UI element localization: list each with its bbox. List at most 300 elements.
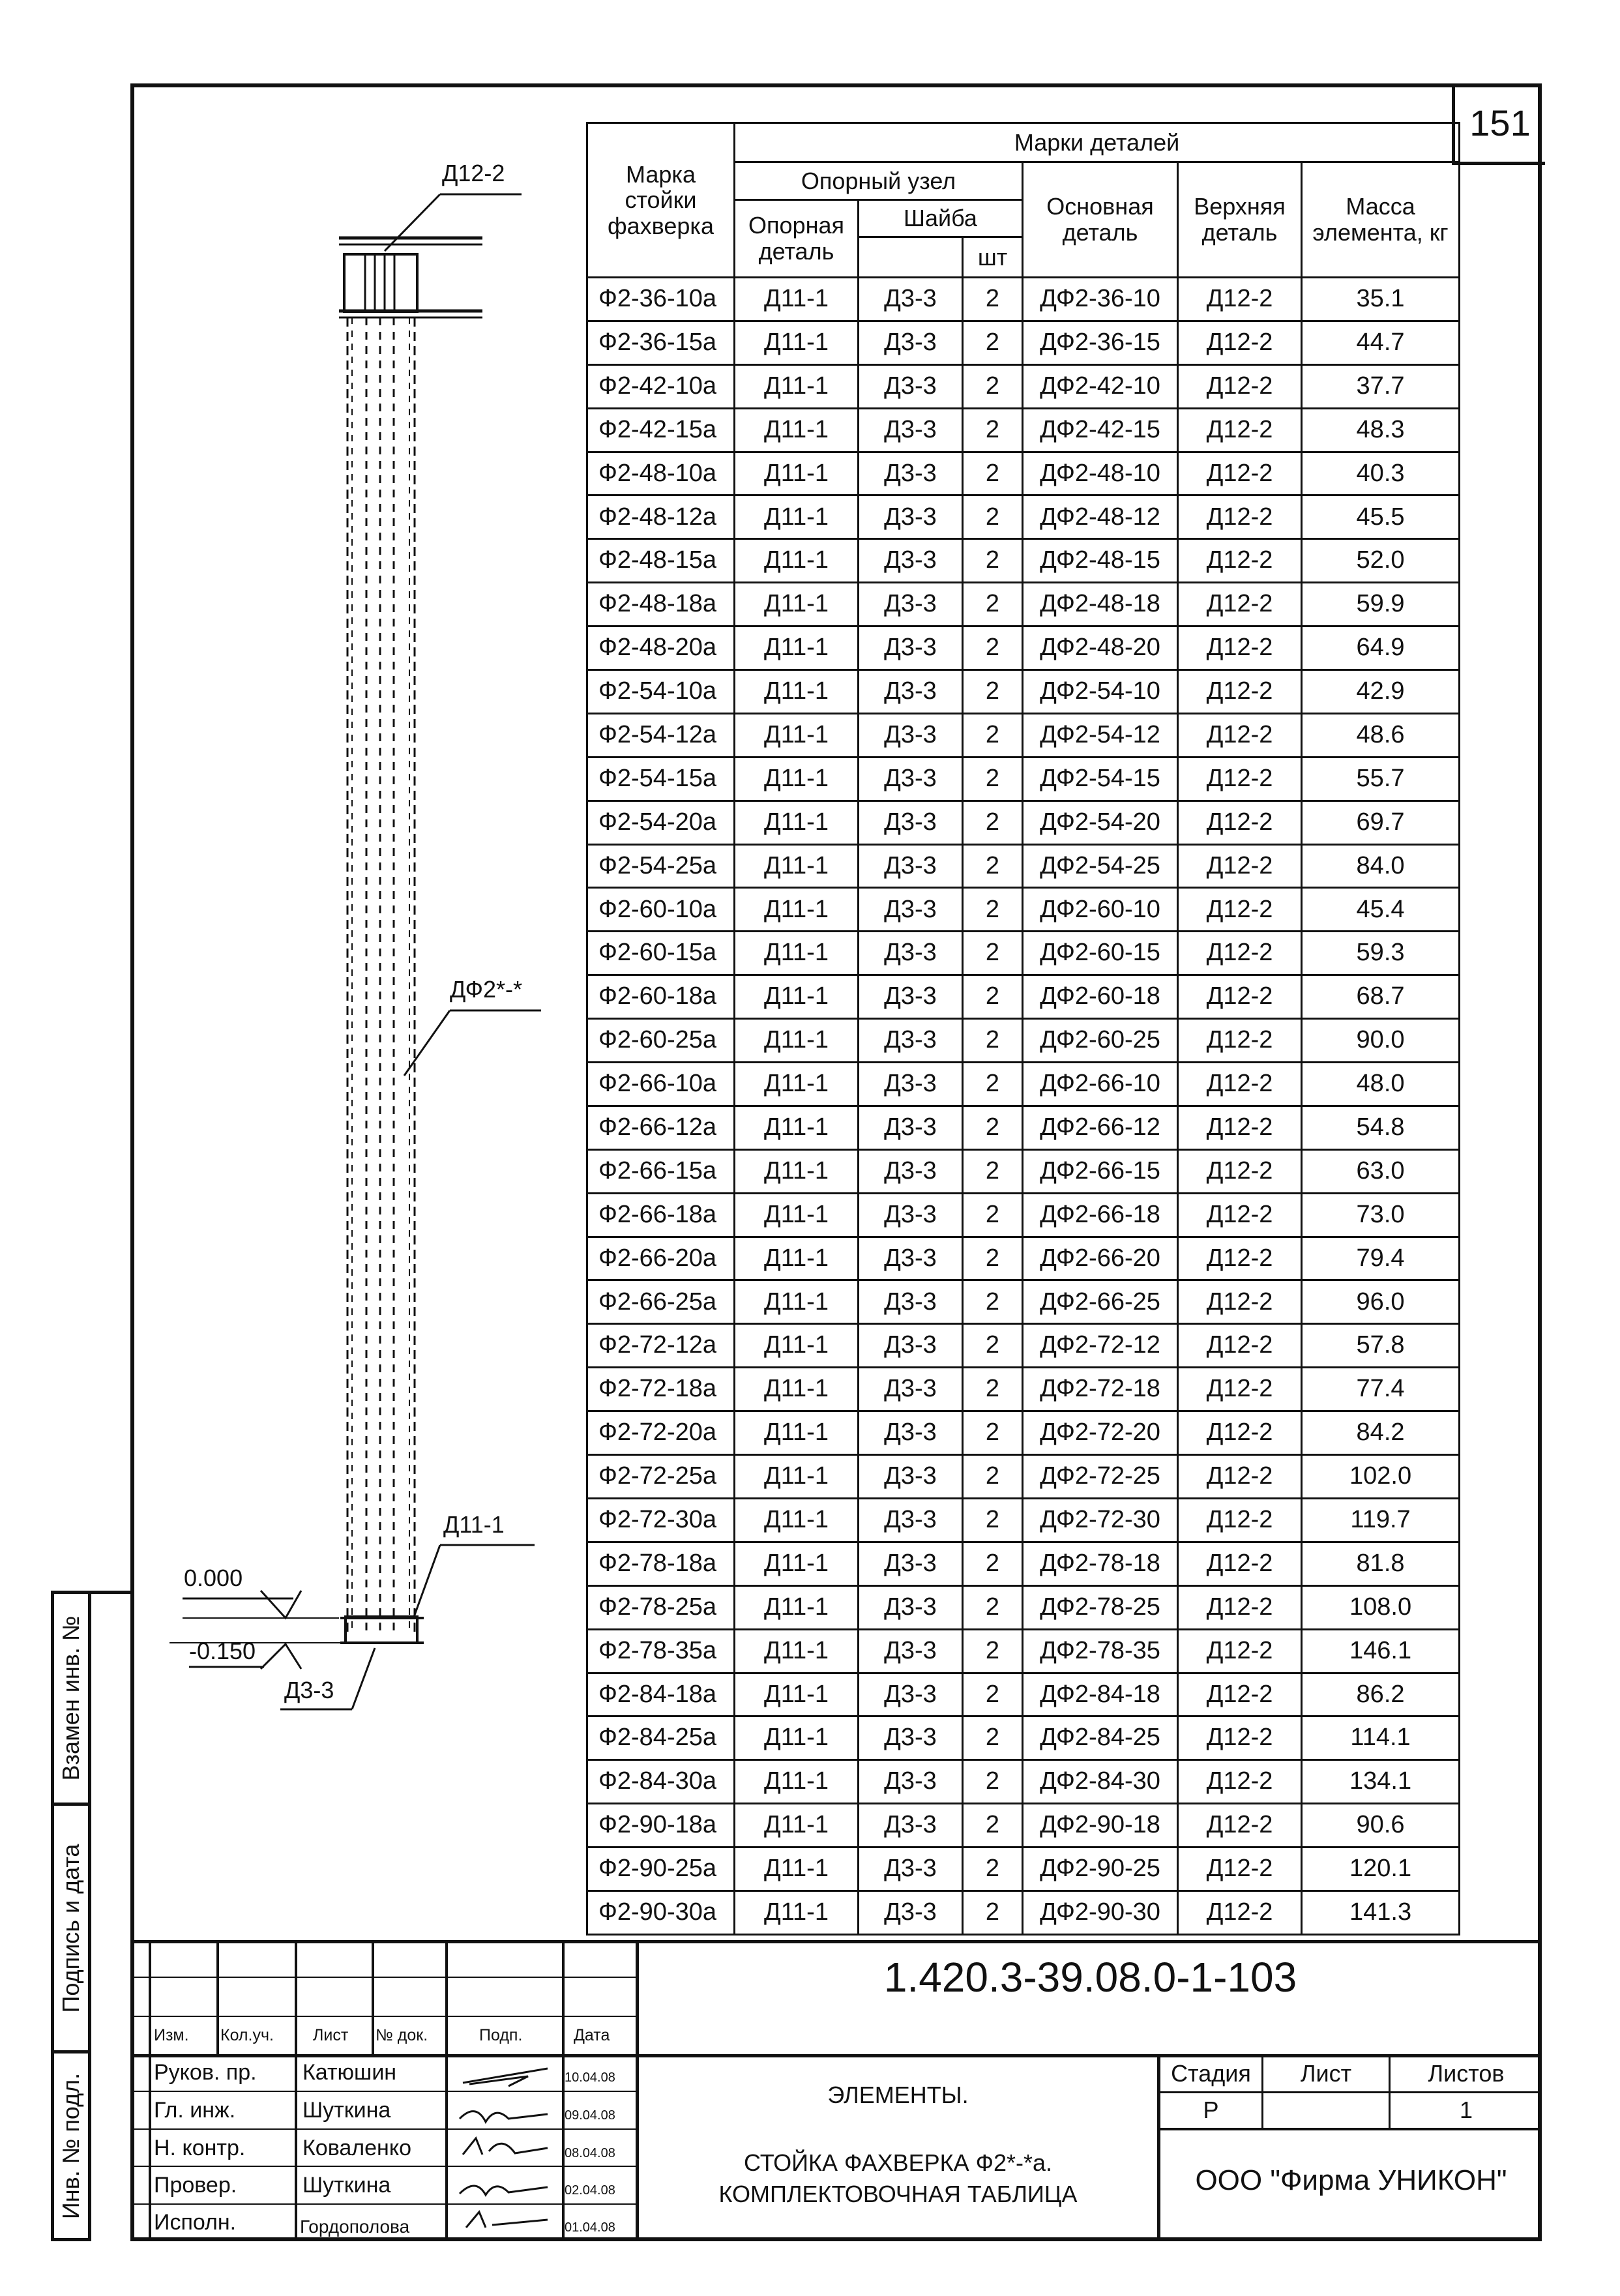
label-washer: Д3-3 [284, 1677, 334, 1703]
mark-cell: Ф2-48-18а [587, 583, 735, 626]
mark-cell: Ф2-78-35а [587, 1629, 735, 1673]
support-detail-cell: Д11-1 [735, 1193, 859, 1237]
mark-cell: Ф2-54-20а [587, 801, 735, 844]
support-detail-cell: Д11-1 [735, 1368, 859, 1411]
table-row [587, 626, 1460, 670]
top-detail-cell: Д12-2 [1178, 1847, 1302, 1891]
table-row [587, 364, 1460, 408]
mass-cell: 79.4 [1302, 1237, 1460, 1280]
qty-cell: 2 [963, 1324, 1023, 1368]
mass-cell: 134.1 [1302, 1760, 1460, 1804]
top-detail-cell: Д12-2 [1178, 452, 1302, 495]
sheets-value: 1 [1459, 2097, 1473, 2123]
spec-table [586, 122, 1460, 1935]
support-detail-cell: Д11-1 [735, 1891, 859, 1934]
header-main-detail: Основная деталь [1023, 162, 1178, 278]
tb-col-sign: Подп. [479, 2026, 523, 2044]
main-detail-cell: ДФ2-72-12 [1023, 1324, 1178, 1368]
mass-cell: 48.6 [1302, 713, 1460, 757]
mass-cell: 73.0 [1302, 1193, 1460, 1237]
support-detail-cell: Д11-1 [735, 278, 859, 321]
mark-cell: Ф2-84-30а [587, 1760, 735, 1804]
mass-cell: 42.9 [1302, 670, 1460, 714]
qty-cell: 2 [963, 801, 1023, 844]
qty-cell: 2 [963, 713, 1023, 757]
signer-role: Руков. пр. [154, 2060, 257, 2085]
main-detail-cell: ДФ2-48-12 [1023, 495, 1178, 539]
top-detail-cell: Д12-2 [1178, 408, 1302, 452]
header-mass: Масса элемента, кг [1302, 162, 1460, 278]
table-row [587, 1237, 1460, 1280]
mark-cell: Ф2-78-25а [587, 1585, 735, 1629]
washer-cell: Д3-3 [859, 713, 963, 757]
header-support-group: Опорный узел [735, 162, 1023, 200]
washer-cell: Д3-3 [859, 1891, 963, 1934]
main-detail-cell: ДФ2-66-15 [1023, 1149, 1178, 1193]
top-detail-cell: Д12-2 [1178, 1237, 1302, 1280]
main-detail-cell: ДФ2-42-15 [1023, 408, 1178, 452]
main-detail-cell: ДФ2-72-20 [1023, 1411, 1178, 1455]
main-detail-cell: ДФ2-66-18 [1023, 1193, 1178, 1237]
support-detail-cell: Д11-1 [735, 321, 859, 364]
qty-cell: 2 [963, 1193, 1023, 1237]
doc-code: 1.420.3-39.08.0-1-103 [883, 1954, 1297, 2001]
washer-cell: Д3-3 [859, 1673, 963, 1716]
qty-cell: 2 [963, 539, 1023, 583]
washer-cell: Д3-3 [859, 1716, 963, 1760]
table-row [587, 1106, 1460, 1149]
qty-cell: 2 [963, 1847, 1023, 1891]
main-detail-cell: ДФ2-72-30 [1023, 1498, 1178, 1542]
tb-col-kol: Кол.уч. [220, 2026, 274, 2044]
mass-cell: 52.0 [1302, 539, 1460, 583]
mark-cell: Ф2-78-18а [587, 1542, 735, 1585]
header-top-detail: Верхняя деталь [1178, 162, 1302, 278]
top-detail-cell: Д12-2 [1178, 1804, 1302, 1847]
support-detail-cell: Д11-1 [735, 1760, 859, 1804]
top-detail-cell: Д12-2 [1178, 1368, 1302, 1411]
mass-cell: 59.3 [1302, 932, 1460, 975]
mass-cell: 120.1 [1302, 1847, 1460, 1891]
mark-cell: Ф2-66-20а [587, 1237, 735, 1280]
tb-mid-line [130, 2054, 1542, 2057]
support-detail-cell: Д11-1 [735, 1804, 859, 1847]
washer-cell: Д3-3 [859, 1847, 963, 1891]
mass-cell: 69.7 [1302, 801, 1460, 844]
mass-cell: 84.0 [1302, 844, 1460, 888]
washer-cell: Д3-3 [859, 626, 963, 670]
mass-cell: 40.3 [1302, 452, 1460, 495]
qty-cell: 2 [963, 408, 1023, 452]
table-row [587, 1716, 1460, 1760]
washer-cell: Д3-3 [859, 801, 963, 844]
qty-cell: 2 [963, 1891, 1023, 1934]
header-qty: шт [963, 237, 1023, 278]
mark-cell: Ф2-60-18а [587, 975, 735, 1019]
qty-cell: 2 [963, 1629, 1023, 1673]
top-detail-cell: Д12-2 [1178, 1019, 1302, 1063]
support-detail-cell: Д11-1 [735, 801, 859, 844]
qty-cell: 2 [963, 932, 1023, 975]
header-washer-spacer [859, 237, 963, 278]
main-detail-cell: ДФ2-90-25 [1023, 1847, 1178, 1891]
support-detail-cell: Д11-1 [735, 1063, 859, 1106]
qty-cell: 2 [963, 1149, 1023, 1193]
column-drawing [130, 117, 587, 1747]
top-detail-cell: Д12-2 [1178, 278, 1302, 321]
top-detail-cell: Д12-2 [1178, 1891, 1302, 1934]
mass-cell: 86.2 [1302, 1673, 1460, 1716]
tb-col-izm: Изм. [154, 2026, 189, 2044]
side-stamp-connector [91, 1591, 130, 1594]
main-detail-cell: ДФ2-84-25 [1023, 1716, 1178, 1760]
qty-cell: 2 [963, 1455, 1023, 1499]
qty-cell: 2 [963, 1063, 1023, 1106]
main-detail-cell: ДФ2-90-18 [1023, 1804, 1178, 1847]
table-row [587, 757, 1460, 801]
side-stamp-inventory-label: Инв. № подл. [57, 2072, 84, 2219]
support-detail-cell: Д11-1 [735, 1673, 859, 1716]
qty-cell: 2 [963, 626, 1023, 670]
table-row [587, 1891, 1460, 1934]
signer-date: 08.04.08 [565, 2146, 615, 2160]
table-row [587, 1629, 1460, 1673]
stage-value: Р [1203, 2097, 1219, 2123]
mass-cell: 54.8 [1302, 1106, 1460, 1149]
main-detail-cell: ДФ2-54-15 [1023, 757, 1178, 801]
main-detail-cell: ДФ2-36-10 [1023, 278, 1178, 321]
top-detail-cell: Д12-2 [1178, 1106, 1302, 1149]
mass-cell: 141.3 [1302, 1891, 1460, 1934]
qty-cell: 2 [963, 975, 1023, 1019]
mark-cell: Ф2-48-12а [587, 495, 735, 539]
washer-cell: Д3-3 [859, 1106, 963, 1149]
signer-date: 09.04.08 [565, 2108, 615, 2123]
support-detail-cell: Д11-1 [735, 1455, 859, 1499]
mass-cell: 119.7 [1302, 1498, 1460, 1542]
qty-cell: 2 [963, 757, 1023, 801]
table-row [587, 1368, 1460, 1411]
qty-cell: 2 [963, 583, 1023, 626]
top-detail-cell: Д12-2 [1178, 713, 1302, 757]
qty-cell: 2 [963, 321, 1023, 364]
qty-cell: 2 [963, 1368, 1023, 1411]
table-row [587, 408, 1460, 452]
table-row [587, 278, 1460, 321]
washer-cell: Д3-3 [859, 278, 963, 321]
support-detail-cell: Д11-1 [735, 364, 859, 408]
main-detail-cell: ДФ2-90-30 [1023, 1891, 1178, 1934]
signer-role: Исполн. [154, 2210, 237, 2235]
signer-name: Шуткина [302, 2173, 391, 2198]
mass-cell: 48.0 [1302, 1063, 1460, 1106]
header-washer: Шайба [859, 200, 1023, 237]
washer-cell: Д3-3 [859, 321, 963, 364]
table-row [587, 1847, 1460, 1891]
mass-cell: 90.0 [1302, 1019, 1460, 1063]
mass-cell: 96.0 [1302, 1280, 1460, 1324]
side-stamp-replacement-label: Взамен инв. № [57, 1615, 84, 1781]
top-detail-cell: Д12-2 [1178, 1324, 1302, 1368]
table-row [587, 1019, 1460, 1063]
tb-col-date: Дата [574, 2026, 610, 2044]
mark-cell: Ф2-54-15а [587, 757, 735, 801]
tb-col-list: Лист [313, 2026, 349, 2044]
washer-cell: Д3-3 [859, 1368, 963, 1411]
washer-cell: Д3-3 [859, 1324, 963, 1368]
top-detail-cell: Д12-2 [1178, 1411, 1302, 1455]
label-main-detail: ДФ2*-* [450, 976, 522, 1003]
main-detail-cell: ДФ2-66-10 [1023, 1063, 1178, 1106]
table-row [587, 801, 1460, 844]
mark-cell: Ф2-42-10а [587, 364, 735, 408]
signer-name: Шуткина [302, 2098, 391, 2123]
top-detail-cell: Д12-2 [1178, 539, 1302, 583]
main-detail-cell: ДФ2-84-18 [1023, 1673, 1178, 1716]
qty-cell: 2 [963, 1411, 1023, 1455]
mark-cell: Ф2-36-10а [587, 278, 735, 321]
support-detail-cell: Д11-1 [735, 1847, 859, 1891]
main-detail-cell: ДФ2-60-10 [1023, 888, 1178, 932]
mark-cell: Ф2-54-25а [587, 844, 735, 888]
top-detail-cell: Д12-2 [1178, 844, 1302, 888]
header-support-detail: Опорная деталь [735, 200, 859, 278]
main-detail-cell: ДФ2-42-10 [1023, 364, 1178, 408]
table-row [587, 583, 1460, 626]
support-detail-cell: Д11-1 [735, 1629, 859, 1673]
top-detail-cell: Д12-2 [1178, 757, 1302, 801]
main-detail-cell: ДФ2-60-15 [1023, 932, 1178, 975]
main-detail-cell: ДФ2-54-12 [1023, 713, 1178, 757]
main-detail-cell: ДФ2-48-20 [1023, 626, 1178, 670]
title-line-3: КОМПЛЕКТОВОЧНАЯ ТАБЛИЦА [718, 2181, 1078, 2207]
support-detail-cell: Д11-1 [735, 1019, 859, 1063]
qty-cell: 2 [963, 1716, 1023, 1760]
top-detail-cell: Д12-2 [1178, 1542, 1302, 1585]
top-detail-cell: Д12-2 [1178, 975, 1302, 1019]
sheet-number: 151 [1452, 83, 1545, 165]
main-detail-cell: ДФ2-36-15 [1023, 321, 1178, 364]
support-detail-cell: Д11-1 [735, 1324, 859, 1368]
support-detail-cell: Д11-1 [735, 1542, 859, 1585]
header-details-group: Марки деталей [735, 123, 1460, 162]
table-row [587, 1673, 1460, 1716]
qty-cell: 2 [963, 888, 1023, 932]
mark-cell: Ф2-54-10а [587, 670, 735, 714]
title-line-2: СТОЙКА ФАХВЕРКА Ф2*-*а. [743, 2149, 1053, 2176]
top-detail-cell: Д12-2 [1178, 801, 1302, 844]
mass-cell: 84.2 [1302, 1411, 1460, 1455]
main-detail-cell: ДФ2-72-25 [1023, 1455, 1178, 1499]
qty-cell: 2 [963, 1760, 1023, 1804]
top-detail-cell: Д12-2 [1178, 670, 1302, 714]
support-detail-cell: Д11-1 [735, 539, 859, 583]
mark-cell: Ф2-66-18а [587, 1193, 735, 1237]
support-detail-cell: Д11-1 [735, 1716, 859, 1760]
washer-cell: Д3-3 [859, 932, 963, 975]
support-detail-cell: Д11-1 [735, 1585, 859, 1629]
qty-cell: 2 [963, 1498, 1023, 1542]
mark-cell: Ф2-48-15а [587, 539, 735, 583]
table-row [587, 1193, 1460, 1237]
mark-cell: Ф2-72-30а [587, 1498, 735, 1542]
mass-cell: 68.7 [1302, 975, 1460, 1019]
support-detail-cell: Д11-1 [735, 1106, 859, 1149]
mass-cell: 48.3 [1302, 408, 1460, 452]
label-level-base: -0.150 [189, 1638, 256, 1664]
main-detail-cell: ДФ2-60-18 [1023, 975, 1178, 1019]
mass-cell: 114.1 [1302, 1716, 1460, 1760]
mass-cell: 59.9 [1302, 583, 1460, 626]
washer-cell: Д3-3 [859, 757, 963, 801]
top-detail-cell: Д12-2 [1178, 1629, 1302, 1673]
mark-cell: Ф2-72-25а [587, 1455, 735, 1499]
label-base-detail: Д11-1 [443, 1511, 505, 1538]
table-row [587, 539, 1460, 583]
washer-cell: Д3-3 [859, 1498, 963, 1542]
top-detail-cell: Д12-2 [1178, 626, 1302, 670]
mark-cell: Ф2-36-15а [587, 321, 735, 364]
mark-cell: Ф2-90-30а [587, 1891, 735, 1934]
mark-cell: Ф2-42-15а [587, 408, 735, 452]
top-detail-cell: Д12-2 [1178, 1760, 1302, 1804]
qty-cell: 2 [963, 1585, 1023, 1629]
support-detail-cell: Д11-1 [735, 888, 859, 932]
support-detail-cell: Д11-1 [735, 408, 859, 452]
table-row [587, 1411, 1460, 1455]
tb-top-line [130, 1940, 1542, 1943]
side-stamp-signature-date [51, 1803, 91, 2053]
top-detail-cell: Д12-2 [1178, 1063, 1302, 1106]
table-row [587, 321, 1460, 364]
washer-cell: Д3-3 [859, 452, 963, 495]
washer-cell: Д3-3 [859, 1411, 963, 1455]
washer-cell: Д3-3 [859, 1019, 963, 1063]
mass-cell: 90.6 [1302, 1804, 1460, 1847]
mark-cell: Ф2-90-18а [587, 1804, 735, 1847]
top-detail-cell: Д12-2 [1178, 583, 1302, 626]
mass-cell: 146.1 [1302, 1629, 1460, 1673]
table-row [587, 932, 1460, 975]
table-row [587, 888, 1460, 932]
label-level-zero: 0.000 [184, 1565, 243, 1591]
qty-cell: 2 [963, 1106, 1023, 1149]
table-row [587, 1280, 1460, 1324]
main-detail-cell: ДФ2-72-18 [1023, 1368, 1178, 1411]
mark-cell: Ф2-60-15а [587, 932, 735, 975]
top-detail-cell: Д12-2 [1178, 1585, 1302, 1629]
table-row [587, 1498, 1460, 1542]
handwritten-signatures [450, 2057, 561, 2239]
qty-cell: 2 [963, 1542, 1023, 1585]
washer-cell: Д3-3 [859, 583, 963, 626]
top-detail-cell: Д12-2 [1178, 1149, 1302, 1193]
qty-cell: 2 [963, 364, 1023, 408]
main-detail-cell: ДФ2-48-18 [1023, 583, 1178, 626]
side-stamp-signature-label: Подпись и дата [57, 1844, 84, 2012]
signer-role: Н. контр. [154, 2136, 246, 2160]
washer-cell: Д3-3 [859, 1149, 963, 1193]
top-detail-cell: Д12-2 [1178, 1716, 1302, 1760]
table-row [587, 1149, 1460, 1193]
mass-cell: 57.8 [1302, 1324, 1460, 1368]
main-detail-cell: ДФ2-66-12 [1023, 1106, 1178, 1149]
signer-date: 02.04.08 [565, 2183, 615, 2198]
mass-cell: 81.8 [1302, 1542, 1460, 1585]
mass-cell: 102.0 [1302, 1455, 1460, 1499]
washer-cell: Д3-3 [859, 1280, 963, 1324]
table-row [587, 452, 1460, 495]
washer-cell: Д3-3 [859, 844, 963, 888]
main-detail-cell: ДФ2-78-25 [1023, 1585, 1178, 1629]
support-detail-cell: Д11-1 [735, 713, 859, 757]
washer-cell: Д3-3 [859, 1542, 963, 1585]
support-detail-cell: Д11-1 [735, 1411, 859, 1455]
mark-cell: Ф2-66-10а [587, 1063, 735, 1106]
mass-cell: 35.1 [1302, 278, 1460, 321]
mark-cell: Ф2-66-15а [587, 1149, 735, 1193]
qty-cell: 2 [963, 1280, 1023, 1324]
table-row [587, 495, 1460, 539]
label-top-detail: Д12-2 [442, 160, 505, 186]
mass-cell: 55.7 [1302, 757, 1460, 801]
mass-cell: 37.7 [1302, 364, 1460, 408]
qty-cell: 2 [963, 1237, 1023, 1280]
top-detail-cell: Д12-2 [1178, 888, 1302, 932]
table-row [587, 844, 1460, 888]
mark-cell: Ф2-66-25а [587, 1280, 735, 1324]
qty-cell: 2 [963, 495, 1023, 539]
top-detail-cell: Д12-2 [1178, 495, 1302, 539]
signer-role: Гл. инж. [154, 2098, 236, 2123]
mark-cell: Ф2-48-10а [587, 452, 735, 495]
washer-cell: Д3-3 [859, 1237, 963, 1280]
table-row [587, 713, 1460, 757]
main-detail-cell: ДФ2-54-20 [1023, 801, 1178, 844]
signer-date: 10.04.08 [565, 2070, 615, 2085]
main-detail-cell: ДФ2-48-15 [1023, 539, 1178, 583]
mark-cell: Ф2-54-12а [587, 713, 735, 757]
mass-cell: 45.4 [1302, 888, 1460, 932]
washer-cell: Д3-3 [859, 1629, 963, 1673]
main-detail-cell: ДФ2-54-10 [1023, 670, 1178, 714]
mass-cell: 77.4 [1302, 1368, 1460, 1411]
table-row [587, 670, 1460, 714]
stage-label: Стадия [1171, 2060, 1251, 2087]
side-stamp-replacement [51, 1591, 91, 1806]
signer-name: Гордополова [300, 2216, 410, 2237]
main-detail-cell: ДФ2-54-25 [1023, 844, 1178, 888]
mark-cell: Ф2-48-20а [587, 626, 735, 670]
signer-name: Коваленко [302, 2136, 411, 2160]
mark-cell: Ф2-84-18а [587, 1673, 735, 1716]
sheets-label: Листов [1428, 2060, 1505, 2087]
table-row [587, 975, 1460, 1019]
qty-cell: 2 [963, 452, 1023, 495]
support-detail-cell: Д11-1 [735, 452, 859, 495]
top-detail-cell: Д12-2 [1178, 1280, 1302, 1324]
mass-cell: 44.7 [1302, 321, 1460, 364]
mark-cell: Ф2-84-25а [587, 1716, 735, 1760]
support-detail-cell: Д11-1 [735, 975, 859, 1019]
table-row [587, 1804, 1460, 1847]
spec-table-body [587, 278, 1460, 1935]
table-row [587, 1455, 1460, 1499]
sheet-label: Лист [1300, 2060, 1352, 2087]
washer-cell: Д3-3 [859, 1585, 963, 1629]
washer-cell: Д3-3 [859, 670, 963, 714]
support-detail-cell: Д11-1 [735, 626, 859, 670]
